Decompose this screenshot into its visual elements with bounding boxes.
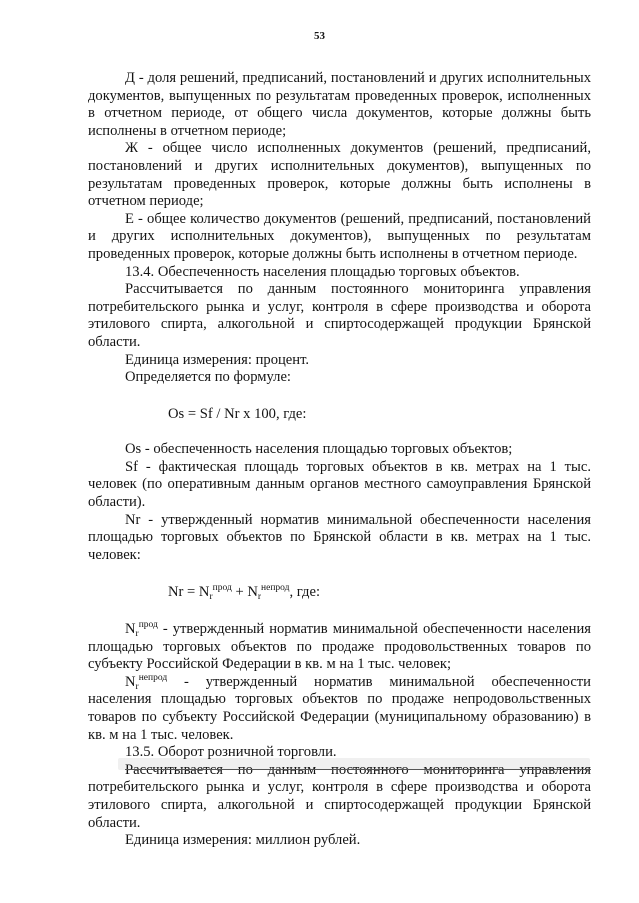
formula-nr-sub1: r <box>209 592 213 603</box>
paragraph-os-definition: Os - обеспеченность населения площадью торговых объектов; <box>125 441 513 458</box>
section-heading-13-5: 13.5. Оборот розничной торговли. <box>125 744 337 761</box>
nr-neprod-text: - утвержденный норматив минимальной обеспеченности населения площадью торговых объектов по продаже непродовольственных товаров по субъекту Российской Федерации (муниципальному образованию) в кв. м на 1 тыс. человек. <box>88 673 591 743</box>
retail-source-rest: потребительского рынка и услуг, контроля в сфере производства и оборота этилового спирта, алкогольной и спиртосодержащей продукции Брянской области. <box>88 779 591 831</box>
page-number: 53 <box>314 30 325 42</box>
paragraph-sf-definition: Sf - фактическая площадь торговых объектов в кв. метрах на 1 тыс. человек (по оперативным данным органов местного самоуправления Брянской области). <box>88 458 591 511</box>
paragraph-d-definition: Д - доля решений, предписаний, постановлений и других исполнительных документов, выпущенных по результатам проведенных проверок, исполненных в отчетном периоде, от общего числа документов, которые должны быть исполнены в отчетном периоде; <box>88 70 591 139</box>
paragraph-e-definition: Е - общее количество документов (решений, предписаний, постановлений и других исполнительных документов), выпущенных по результатам проведенных проверок, которые должны быть исполнены в отчетном периоде. <box>88 210 591 262</box>
document-body <box>88 70 591 850</box>
paragraph-unit-percent: Единица измерения: процент. <box>125 351 310 368</box>
formula-os: Os = Sf / Nr x 100, где: <box>168 405 307 422</box>
paragraph-nr-definition: Nr - утвержденный норматив минимальной обеспеченности населения площадью торговых объектов по Брянской области в кв. метрах на 1 тыс. человек: <box>88 511 591 563</box>
formula-nr-sup1: прод <box>212 583 232 594</box>
paragraph-formula-intro: Определяется по формуле: <box>125 369 291 386</box>
paragraph-calculation-source: Рассчитывается по данным постоянного мониторинга управления потребительского рынка и услуг, контроля в сфере производства и оборота этилового спирта, алкогольной и спиртосодержащей продукции Брянской области. <box>88 281 591 350</box>
nr-neprod-sub: r <box>135 681 139 692</box>
nr-prod-sup: прод <box>138 620 158 631</box>
paragraph-retail-calculation-source <box>88 762 591 832</box>
nr-neprod-symbol: N <box>125 673 136 690</box>
nr-prod-symbol: N <box>125 621 136 638</box>
paragraph-nr-prod-definition <box>88 621 591 674</box>
paragraph-unit-million-rubles: Единица измерения: миллион рублей. <box>125 832 361 849</box>
section-heading-13-4: 13.4. Обеспеченность населения площадью торговых объектов. <box>125 263 520 280</box>
nr-prod-text: - утвержденный норматив минимальной обеспеченности населения площадью торговых объектов по продаже продовольственных товаров по субъекту Российской Федерации в кв. м на 1 тыс. человек; <box>88 621 591 673</box>
formula-nr-sup2: непрод <box>261 583 290 594</box>
nr-neprod-sup: непрод <box>138 672 168 683</box>
nr-prod-sub: r <box>135 629 139 640</box>
paragraph-nr-neprod-definition <box>88 674 591 744</box>
formula-nr-tail: , где: <box>289 584 321 601</box>
paragraph-zh-definition: Ж - общее число исполненных документов (решений, предписаний, постановлений и других исполнительных документов), выпущенных по результатам проведенных проверок, которые должны быть исполнены в отчетном периоде; <box>88 140 591 210</box>
formula-nr-lhs: Nr = N <box>168 584 210 601</box>
struck-through-text: Рассчитывается по данным постоянного мониторинга управления <box>125 761 591 778</box>
formula-nr-plus: + N <box>231 584 258 601</box>
formula-nr <box>88 584 591 602</box>
formula-nr-sub2: r <box>257 592 262 603</box>
